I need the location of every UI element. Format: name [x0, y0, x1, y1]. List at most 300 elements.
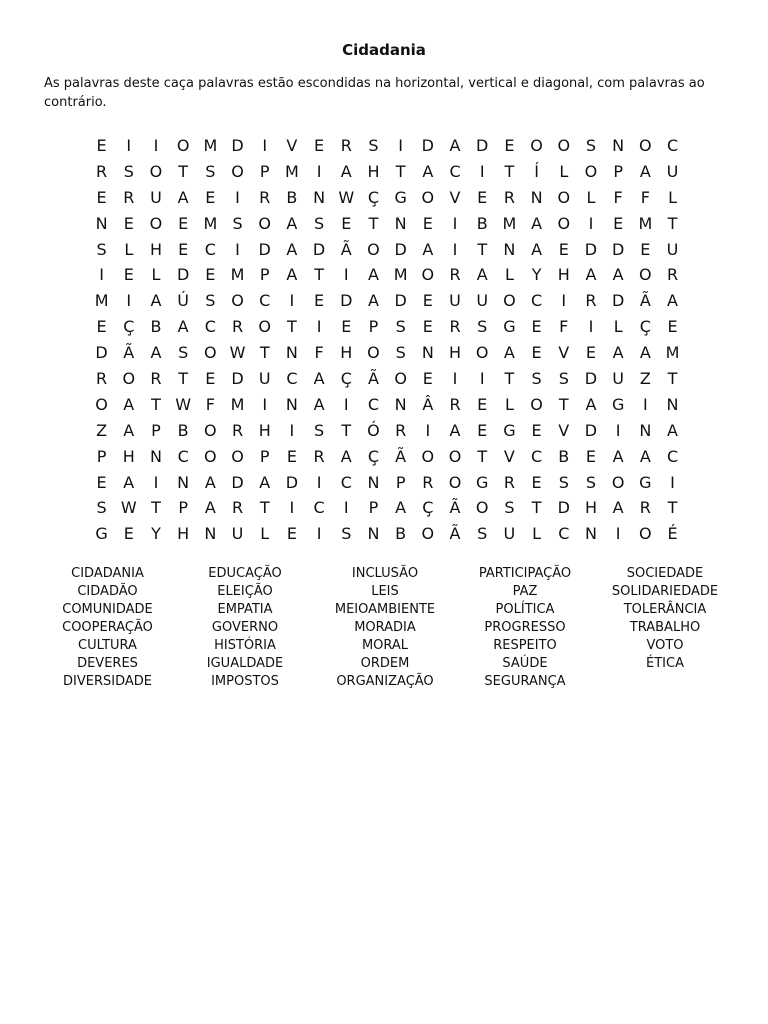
grid-letter: O	[448, 446, 462, 466]
grid-letter: H	[340, 343, 353, 363]
grid-letter: M	[393, 265, 408, 285]
grid-letter: L	[151, 265, 161, 285]
word-list-item: POLÍTICA	[495, 602, 555, 617]
grid-letter: I	[316, 161, 322, 181]
grid-letter: N	[367, 524, 380, 544]
grid-letter: R	[231, 420, 244, 440]
grid-letter: A	[612, 498, 624, 518]
grid-letter: T	[667, 498, 678, 518]
grid-letter: F	[559, 317, 569, 337]
grid-letter: I	[289, 291, 295, 311]
grid-letter: A	[259, 472, 271, 492]
grid-letter: D	[231, 369, 244, 389]
word-list-item: SEGURANÇA	[484, 674, 566, 689]
grid-letter: F	[613, 187, 623, 207]
grid-letter: F	[314, 343, 324, 363]
grid-letter: E	[314, 136, 325, 155]
grid-letter: T	[259, 343, 270, 363]
grid-letter: C	[340, 472, 352, 492]
grid-letter: A	[340, 161, 352, 181]
grid-letter: R	[150, 369, 162, 389]
grid-letter: O	[231, 291, 244, 311]
grid-letter: O	[448, 472, 462, 492]
word-list-item: IGUALDADE	[206, 656, 284, 671]
grid-letter: S	[178, 343, 189, 363]
grid-letter: D	[394, 239, 407, 259]
grid-letter: S	[96, 239, 107, 259]
grid-letter: A	[612, 265, 624, 285]
grid-letter: R	[96, 161, 108, 181]
grid-letter: M	[665, 343, 680, 363]
grid-letter: I	[561, 291, 567, 311]
grid-letter: E	[96, 187, 107, 207]
word-list-item: ORGANIZAÇÃO	[336, 674, 434, 689]
grid-letter: N	[612, 136, 625, 155]
grid-letter: G	[503, 420, 516, 440]
word-list-item: ÉTICA	[646, 656, 684, 671]
grid-letter: A	[123, 472, 135, 492]
grid-letter: U	[231, 524, 244, 544]
grid-letter: O	[557, 213, 571, 233]
grid-letter: S	[205, 291, 216, 311]
grid-letter: O	[639, 136, 652, 155]
grid-letter: A	[340, 446, 352, 466]
grid-letter: D	[231, 472, 244, 492]
grid-letter: Â	[422, 394, 434, 414]
grid-letter: Ú	[177, 291, 190, 311]
grid-letter: I	[343, 394, 349, 414]
grid-letter: E	[341, 317, 352, 337]
grid-letter: A	[313, 369, 325, 389]
grid-letter: D	[557, 498, 570, 518]
grid-letter: V	[286, 136, 298, 155]
grid-letter: A	[177, 187, 189, 207]
grid-letter: P	[151, 420, 161, 440]
grid-letter: R	[259, 187, 271, 207]
grid-letter: R	[449, 394, 461, 414]
grid-letter: T	[477, 239, 488, 259]
grid-letter: D	[476, 136, 489, 155]
grid-letter: A	[286, 213, 298, 233]
grid-letter: N	[149, 446, 162, 466]
grid-letter: N	[394, 213, 407, 233]
grid-letter: U	[258, 369, 271, 389]
grid-letter: N	[394, 394, 407, 414]
grid-letter: A	[667, 291, 678, 311]
grid-letter: A	[612, 446, 624, 466]
grid-letter: W	[175, 394, 192, 414]
grid-letter: R	[585, 291, 597, 311]
grid-letter: C	[558, 524, 570, 544]
grid-letter: L	[559, 161, 569, 181]
grid-letter: U	[666, 161, 679, 181]
grid-letter: S	[205, 161, 216, 181]
grid-letter: L	[260, 524, 270, 544]
grid-letter: O	[95, 394, 108, 414]
grid-letter: O	[149, 161, 163, 181]
grid-letter: P	[613, 161, 623, 181]
grid-letter: D	[394, 291, 407, 311]
grid-letter: I	[126, 136, 132, 155]
grid-letter: A	[123, 420, 135, 440]
grid-letter: C	[286, 369, 298, 389]
grid-letter: A	[531, 239, 543, 259]
word-list-item: VOTO	[646, 638, 684, 653]
grid-letter: C	[531, 291, 543, 311]
grid-letter: G	[476, 472, 489, 492]
grid-letter: E	[123, 213, 134, 233]
grid-letter: Ã	[449, 524, 461, 544]
grid-letter: Ã	[639, 291, 651, 311]
grid-letter: M	[230, 265, 245, 285]
grid-letter: N	[177, 472, 190, 492]
grid-letter: L	[532, 524, 542, 544]
grid-letter: U	[666, 239, 679, 259]
grid-letter: L	[586, 187, 596, 207]
grid-letter: C	[177, 446, 189, 466]
grid-letter: L	[124, 239, 134, 259]
word-list-item: COOPERAÇÃO	[62, 620, 153, 635]
grid-letter: E	[422, 291, 433, 311]
grid-letter: I	[262, 136, 268, 155]
grid-letter: Ó	[367, 420, 380, 440]
grid-letter: H	[177, 524, 190, 544]
grid-letter: R	[449, 317, 461, 337]
grid-letter: E	[205, 265, 216, 285]
grid-letter: C	[204, 317, 216, 337]
grid-letter: A	[177, 317, 189, 337]
grid-letter: Ç	[340, 369, 352, 389]
grid-letter: E	[422, 213, 433, 233]
grid-letter: I	[316, 524, 322, 544]
grid-letter: D	[421, 136, 434, 155]
grid-letter: L	[504, 394, 514, 414]
word-list	[40, 565, 740, 691]
grid-letter: S	[314, 420, 325, 440]
grid-letter: I	[425, 420, 431, 440]
grid-letter: B	[150, 317, 162, 337]
grid-letter: N	[584, 524, 597, 544]
grid-letter: E	[613, 213, 624, 233]
grid-letter: I	[316, 472, 322, 492]
grid-letter: T	[151, 498, 161, 518]
grid-letter: O	[204, 420, 217, 440]
grid-letter: E	[422, 317, 433, 337]
grid-letter: U	[503, 524, 516, 544]
grid-letter: Ç	[367, 187, 380, 207]
grid-letter: P	[259, 446, 270, 466]
word-list-item: INCLUSÃO	[351, 566, 419, 581]
grid-letter: R	[449, 265, 461, 285]
grid-letter: T	[341, 420, 352, 440]
word-list-item: ELEIÇÃO	[217, 584, 273, 599]
grid-letter: E	[477, 420, 488, 440]
grid-letter: L	[613, 317, 623, 337]
grid-letter: L	[668, 187, 677, 207]
grid-letter: T	[395, 161, 406, 181]
word-list-column	[595, 565, 735, 691]
grid-letter: G	[394, 187, 407, 207]
grid-letter: I	[588, 213, 594, 233]
grid-letter: H	[258, 420, 271, 440]
grid-letter: E	[531, 420, 542, 440]
grid-letter: D	[584, 369, 598, 389]
word-list-item: ORDEM	[360, 656, 410, 671]
grid-letter: R	[666, 265, 679, 285]
grid-letter: I	[398, 136, 404, 155]
grid-letter: C	[666, 446, 679, 466]
grid-letter: E	[477, 394, 488, 414]
word-list-item: HISTÓRIA	[214, 638, 276, 653]
word-list-item: EDUCAÇÃO	[208, 566, 282, 581]
grid-letter: I	[289, 498, 295, 518]
grid-letter: S	[395, 343, 406, 363]
grid-letter: E	[667, 317, 678, 337]
grid-letter: V	[558, 343, 570, 363]
grid-letter: G	[611, 394, 625, 414]
grid-letter: O	[584, 161, 598, 181]
grid-letter: R	[231, 498, 244, 518]
grid-letter: E	[286, 524, 297, 544]
grid-letter: A	[667, 420, 678, 440]
grid-letter: E	[178, 239, 189, 259]
grid-letter: W	[120, 498, 137, 518]
grid-letter: T	[558, 394, 569, 414]
word-list-item: LEIS	[371, 584, 399, 599]
grid-letter: E	[341, 213, 352, 233]
grid-letter: T	[667, 369, 678, 389]
grid-letter: N	[204, 524, 217, 544]
grid-letter: N	[421, 343, 434, 363]
grid-letter: T	[504, 369, 515, 389]
grid-letter: H	[584, 498, 597, 518]
grid-letter: S	[368, 136, 379, 155]
grid-letter: A	[286, 265, 298, 285]
grid-letter: I	[153, 472, 159, 492]
grid-letter: O	[639, 524, 652, 544]
grid-letter: M	[230, 394, 245, 414]
grid-letter: O	[367, 343, 380, 363]
grid-letter: C	[666, 136, 679, 155]
grid-letter: I	[670, 472, 675, 492]
grid-letter: I	[615, 524, 621, 544]
grid-letter: O	[204, 343, 217, 363]
grid-letter: G	[95, 524, 108, 544]
grid-letter: E	[286, 446, 297, 466]
grid-letter: D	[611, 291, 625, 311]
grid-letter: I	[316, 317, 322, 337]
grid-letter: I	[479, 161, 485, 181]
grid-letter: I	[262, 394, 268, 414]
word-list-column	[175, 565, 315, 691]
word-list-item: DIVERSIDADE	[63, 674, 152, 689]
grid-letter: V	[503, 446, 515, 466]
grid-letter: T	[259, 498, 270, 518]
grid-letter: E	[531, 472, 542, 492]
grid-letter: E	[585, 446, 597, 466]
grid-letter: I	[452, 239, 458, 259]
grid-letter: Z	[96, 420, 108, 440]
grid-letter: N	[285, 343, 298, 363]
grid-letter: M	[285, 161, 299, 181]
grid-letter: M	[638, 213, 653, 233]
grid-letter: A	[449, 136, 461, 155]
grid-letter: D	[231, 136, 244, 155]
grid-letter: Ã	[367, 369, 379, 389]
grid-letter: S	[96, 498, 107, 518]
grid-letter: T	[504, 161, 515, 181]
grid-letter: O	[475, 498, 489, 518]
grid-letter: T	[151, 394, 161, 414]
grid-letter: E	[205, 369, 216, 389]
grid-letter: O	[231, 161, 244, 181]
grid-letter: N	[530, 187, 543, 207]
grid-letter: P	[259, 265, 270, 285]
page-title: Cidadania	[342, 41, 426, 59]
grid-letter: T	[368, 213, 379, 233]
grid-letter: E	[477, 187, 488, 207]
grid-letter: O	[149, 213, 163, 233]
grid-letter: I	[588, 317, 594, 337]
grid-letter: Ã	[449, 498, 461, 518]
grid-letter: D	[95, 343, 108, 363]
grid-letter: A	[150, 343, 162, 363]
grid-letter: O	[122, 369, 136, 389]
word-list-item: TOLERÂNCIA	[623, 602, 707, 617]
grid-letter: A	[150, 291, 162, 311]
grid-letter: O	[557, 136, 571, 155]
grid-letter: E	[585, 343, 597, 363]
grid-letter: Ã	[395, 446, 407, 466]
grid-letter: G	[503, 317, 516, 337]
word-list-item: PROGRESSO	[484, 620, 566, 635]
grid-letter: A	[449, 420, 461, 440]
word-list-item: CIDADÃO	[77, 584, 138, 599]
word-list-column	[40, 565, 175, 691]
word-list-item: EMPATIA	[217, 602, 273, 617]
word-list-item: PARTICIPAÇÃO	[478, 566, 572, 581]
grid-letter: Ç	[123, 317, 135, 337]
grid-letter: N	[285, 394, 298, 414]
grid-letter: E	[422, 369, 433, 389]
grid-letter: O	[421, 446, 435, 466]
grid-letter: P	[178, 498, 188, 518]
grid-letter: G	[639, 472, 652, 492]
grid-letter: O	[611, 472, 625, 492]
grid-letter: C	[204, 239, 216, 259]
grid-letter: O	[258, 213, 272, 233]
grid-letter: C	[449, 161, 461, 181]
grid-letter: E	[178, 213, 189, 233]
grid-letter: A	[367, 265, 379, 285]
grid-letter: R	[422, 472, 434, 492]
grid-letter: D	[611, 239, 625, 259]
word-list-item: CIDADANIA	[71, 566, 144, 581]
grid-letter: T	[667, 213, 678, 233]
grid-letter: S	[232, 213, 243, 233]
grid-letter: Z	[639, 369, 651, 389]
grid-letter: O	[639, 265, 652, 285]
grid-letter: I	[235, 187, 240, 207]
grid-letter: D	[584, 420, 598, 440]
grid-letter: C	[313, 498, 325, 518]
grid-letter: L	[504, 265, 514, 285]
grid-letter: A	[476, 265, 488, 285]
grid-letter: I	[235, 239, 240, 259]
grid-letter: A	[503, 343, 515, 363]
grid-letter: W	[229, 343, 246, 363]
grid-letter: S	[314, 213, 325, 233]
grid-letter: O	[475, 343, 489, 363]
grid-letter: E	[314, 291, 325, 311]
grid-letter: Y	[531, 265, 542, 285]
grid-letter: Ç	[639, 317, 651, 337]
grid-letter: T	[178, 369, 189, 389]
grid-letter: C	[259, 291, 271, 311]
grid-letter: A	[639, 446, 651, 466]
grid-letter: D	[584, 239, 598, 259]
grid-letter: Ã	[340, 239, 352, 259]
word-list-item: IMPOSTOS	[211, 674, 279, 689]
grid-letter: M	[94, 291, 109, 311]
grid-letter: I	[615, 420, 621, 440]
grid-letter: S	[558, 472, 569, 492]
grid-letter: A	[639, 343, 651, 363]
grid-letter: O	[421, 187, 435, 207]
grid-letter: O	[204, 446, 217, 466]
grid-letter: H	[557, 265, 570, 285]
grid-letter: P	[368, 317, 379, 337]
grid-letter: I	[289, 420, 295, 440]
grid-letter: A	[422, 161, 434, 181]
grid-letter: R	[313, 446, 325, 466]
grid-letter: E	[531, 317, 542, 337]
grid-letter: É	[667, 524, 678, 544]
word-list-item: COMUNIDADE	[62, 602, 153, 617]
grid-letter: F	[640, 187, 650, 207]
grid-letter: R	[395, 420, 407, 440]
grid-letter: S	[395, 317, 406, 337]
grid-letter: Ç	[422, 498, 434, 518]
grid-letter: P	[259, 161, 270, 181]
grid-letter: M	[203, 136, 218, 155]
grid-letter: A	[204, 498, 216, 518]
grid-letter: I	[343, 498, 349, 518]
grid-letter: B	[286, 187, 298, 207]
word-list-item: CULTURA	[78, 638, 137, 653]
grid-letter: E	[96, 472, 107, 492]
grid-letter: C	[531, 446, 543, 466]
word-search-grid	[88, 133, 686, 547]
grid-letter: D	[176, 265, 190, 285]
grid-letter: S	[585, 136, 597, 155]
grid-letter: P	[395, 472, 406, 492]
grid-letter: Y	[151, 524, 161, 544]
grid-letter: I	[99, 265, 104, 285]
word-list-item: RESPEITO	[493, 638, 557, 653]
grid-letter: E	[96, 136, 107, 155]
grid-letter: I	[126, 291, 132, 311]
grid-letter: T	[477, 446, 488, 466]
grid-letter: U	[449, 291, 461, 311]
grid-letter: R	[639, 498, 651, 518]
grid-letter: E	[558, 239, 569, 259]
grid-letter: O	[530, 136, 543, 155]
grid-letter: A	[639, 161, 651, 181]
grid-letter: I	[452, 369, 458, 389]
grid-letter: R	[503, 187, 515, 207]
grid-letter: N	[639, 420, 652, 440]
